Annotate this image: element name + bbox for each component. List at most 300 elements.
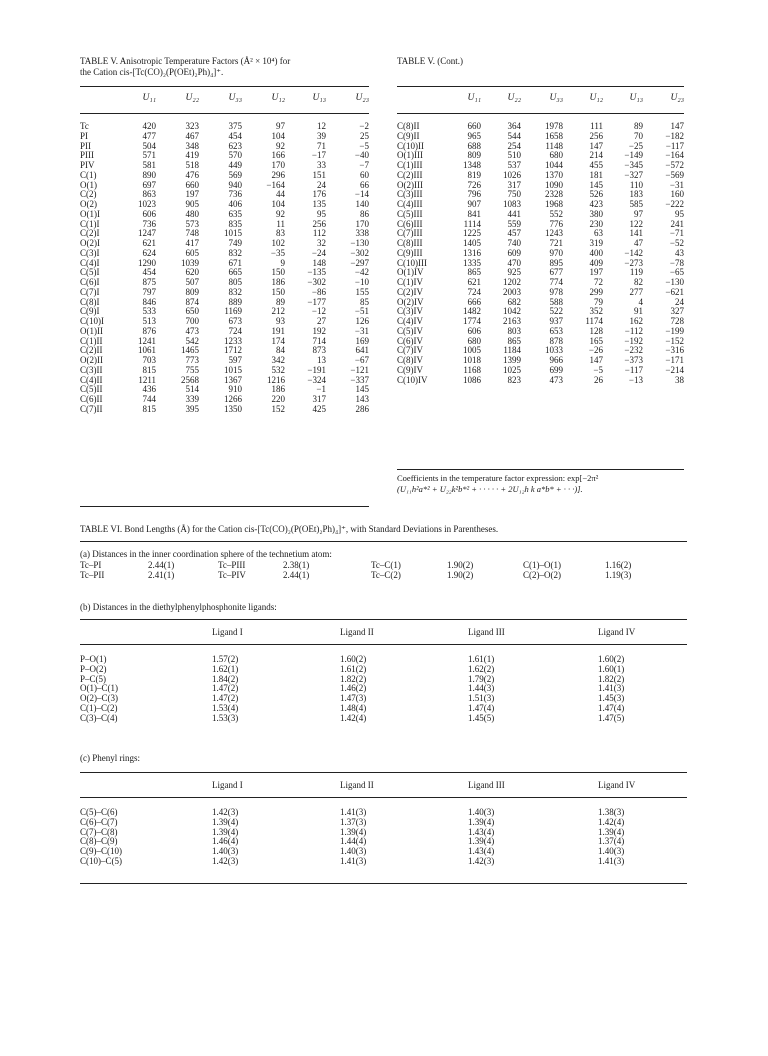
table-cell: 1044 [545,160,563,170]
table-cell: 60 [360,169,369,180]
table-cell: 673 [228,316,242,326]
table-cell: 72 [594,277,603,287]
table-cell: 1.60(2) [340,654,367,664]
table-row [80,704,680,714]
table5-caption-line1: TABLE V. Anisotropic Temperature Factors (Å² × 10⁴) for [80,56,291,66]
table-cell: 905 [185,199,199,209]
table-cell: 38 [675,374,684,385]
table-cell: 1348 [463,160,481,170]
table-cell: 441 [507,208,521,219]
row-label: C(4)IV [397,316,423,326]
table-cell: 420 [142,121,156,131]
table-cell: 26 [594,374,603,385]
table6-section-a: (a) Distances in the inner coordination sphere of the technetium atom: [80,549,332,559]
table6-top-rule [80,541,687,542]
table-cell: −345 [624,160,643,170]
table-cell: 1168 [463,364,481,375]
table6-section-c-table [80,781,680,867]
table-row [80,857,680,867]
table5-right [397,94,684,385]
table-cell: 85 [360,296,369,307]
table-cell: 160 [670,189,684,200]
table-cell: 805 [228,277,242,287]
row-label: Tc–PI [80,560,102,570]
row-label: Tc [80,121,89,131]
table-cell: 1.38(3) [598,807,625,817]
ligand-header-corner [80,628,212,655]
table-cell: 1.40(3) [212,846,239,856]
table-cell: 1.41(3) [340,855,367,866]
table-row [80,405,369,415]
table-cell: 44 [276,189,285,200]
table-row [80,714,680,724]
table-cell: 803 [507,325,521,336]
table-cell: 978 [549,286,563,297]
table-cell: 797 [142,286,156,297]
table-cell: 1.40(3) [468,807,495,817]
table-row [80,808,680,818]
table-cell: 296 [271,169,285,180]
table-cell: 653 [549,325,563,336]
table-cell: 1.47(3) [340,693,367,703]
table-cell: 874 [185,296,199,307]
row-label: C(1)IV [397,277,423,287]
table-cell: 726 [467,179,481,190]
table-cell: 1968 [545,199,563,209]
table-cell: 846 [142,296,156,307]
table-cell: 323 [185,121,199,131]
table-cell: 1042 [503,306,521,317]
row-label: C(1)I [80,218,100,229]
table-cell: 1174 [585,316,603,326]
row-label: O(1) [80,179,97,190]
table-cell: −232 [624,345,643,356]
table-cell: 937 [549,316,563,326]
table-cell: 518 [185,160,199,170]
table6-bottom-rule [80,883,687,884]
row-label: C(8)I [80,296,100,307]
table-cell: −121 [350,364,369,375]
table-cell: 1.47(4) [468,702,495,713]
table-row [80,818,680,828]
table-cell: 1114 [463,218,481,229]
table-cell: 436 [142,384,156,395]
row-label: C(9)II [397,130,420,141]
table-cell: 1.82(2) [598,673,625,684]
table-cell: 457 [507,228,521,239]
table-cell: −182 [665,130,684,141]
table-cell: 1090 [545,179,563,190]
table-cell: −71 [669,228,684,239]
table-cell: 352 [589,306,603,317]
table-cell: 1211 [138,374,156,385]
table-cell: 623 [228,140,242,151]
table-cell: 277 [629,286,643,297]
row-label: PI [80,130,89,141]
table-cell: 183 [629,189,643,200]
table-cell: 1.47(5) [598,712,625,723]
row-label: C(9)III [397,247,423,258]
table-cell: 170 [271,160,285,170]
table-cell: 212 [271,306,285,317]
table6-b-top-rule [80,619,687,620]
table-cell: 809 [185,286,199,297]
table-cell: 748 [185,228,199,239]
table-cell: 1290 [138,257,156,268]
table-cell: −130 [350,238,369,248]
table-cell: 940 [228,179,242,190]
col-header: U₁₂ [589,93,603,103]
table-cell: 2163 [503,316,521,326]
table-cell: 254 [507,140,521,151]
row-label: O(2) [80,199,97,209]
table-cell: 79 [594,296,603,307]
table-row [80,655,680,665]
table-cell: 514 [185,384,199,395]
table-cell: 744 [142,394,156,404]
row-label: C(6)III [397,218,423,229]
table5-left-top-rule [80,86,369,87]
table-cell: −65 [669,267,684,278]
table-cell: 609 [507,247,521,258]
row-label: C(8)III [397,238,423,248]
table-cell: 170 [355,218,369,229]
table-cell: 191 [271,325,285,336]
table-cell: 588 [549,296,563,307]
table-cell: −130 [665,277,684,287]
table-cell: 4 [638,296,643,307]
table-cell: 1.90(2) [447,560,474,570]
table-cell: 680 [467,335,481,346]
table-cell: 454 [228,130,242,141]
table-cell: 841 [467,208,481,219]
table-cell: 1712 [224,345,242,356]
table-cell: 1026 [503,169,521,180]
table-cell: 467 [185,130,199,141]
table-cell: 119 [629,267,643,278]
table-cell: 1335 [463,257,481,268]
table-cell: 1.47(2) [212,683,239,694]
table-cell: 585 [629,199,643,209]
row-label: O(1)IV [397,267,424,278]
table-cell: 559 [507,218,521,229]
table-cell: 166 [271,150,285,161]
row-label: C(6)I [80,277,100,287]
row-label: P–C(5) [80,673,107,684]
table-cell: 513 [142,316,156,326]
table-cell: 97 [276,121,285,131]
ligand-header: Ligand III [468,627,505,637]
table-cell: 641 [355,345,369,356]
table-cell: 815 [142,364,156,375]
table-cell: 570 [228,150,242,161]
table-cell: −5 [593,364,603,375]
table-cell: −164 [266,179,285,190]
row-label: C(3)II [80,364,103,375]
table-cell: 93 [276,316,285,326]
table-cell: 1266 [224,394,242,404]
table-cell: 1.39(4) [468,836,495,847]
col-header: U₁₁ [467,93,481,103]
table-cell: 533 [142,306,156,317]
table-cell: 1.43(4) [468,846,495,856]
table5-footnote-line2: (U₁₁h²a*² + U₂₂k²b*² + · · · · · + 2U₁₂h k a*b* + · · ·)]. [397,484,583,494]
table-cell: 220 [271,394,285,404]
table-cell: 299 [589,286,603,297]
table-cell: 1.57(2) [212,654,239,664]
table-cell: 526 [589,189,603,200]
ligand-header: Ligand I [212,627,243,637]
row-label: C(10)I [80,316,104,326]
table-cell: 470 [507,257,521,268]
table-cell: −569 [665,169,684,180]
table-cell: 145 [355,384,369,395]
table-cell: −135 [307,267,326,278]
table-cell: 63 [594,228,603,239]
table5-right-bottom-rule [397,469,684,470]
table-row [80,675,680,685]
table-cell: 197 [185,189,199,200]
table-cell: 1.51(3) [468,693,495,703]
table-cell: 544 [507,130,521,141]
table-cell: −17 [311,150,326,161]
table-cell: 47 [634,238,643,248]
table-cell: 507 [185,277,199,287]
table-cell: 83 [276,228,285,239]
table-cell: 865 [467,267,481,278]
table5-left [80,94,369,415]
row-label: C(10)II [397,140,424,151]
table-cell: 286 [355,403,369,414]
table-cell: −13 [628,374,643,385]
table-cell: 126 [355,316,369,326]
table-cell: −164 [665,150,684,161]
table-cell: 1370 [545,169,563,180]
table-cell: 832 [228,247,242,258]
table-cell: 162 [629,316,643,326]
table-cell: 660 [185,179,199,190]
table6-c-top-rule [80,772,687,773]
table-cell: 1018 [463,355,481,365]
table-cell: 1241 [138,335,156,346]
table-cell: 145 [589,179,603,190]
table-cell: 1.39(4) [598,826,625,837]
row-label: O(1)I [80,208,100,219]
table-cell: 477 [142,130,156,141]
table6-caption: TABLE VI. Bond Lengths (Å) for the Cation cis-[Tc(CO)₂(P(OEt)₂Ph)₄]⁺, with Standard Deviations in Parentheses. [80,524,499,534]
ligand-header-row [80,781,680,808]
table-cell: 1.46(2) [340,683,367,694]
table-cell: −149 [624,150,643,161]
ligand-header: Ligand III [468,780,505,790]
table-cell: 1202 [503,277,521,287]
table-cell: −42 [354,267,369,278]
table-row [397,376,684,386]
ligand-header-corner [80,781,212,808]
table-cell: −373 [624,355,643,365]
table-cell: −31 [669,179,684,190]
table-cell: 755 [185,364,199,375]
table-cell: Tc–PIV [218,570,246,580]
table-cell: 1658 [545,130,563,141]
row-label: C(3)IV [397,306,423,317]
table-cell: 878 [549,335,563,346]
table-cell: 1316 [463,247,481,258]
table-cell: 140 [355,199,369,209]
table-cell: 724 [467,286,481,297]
table6-section-a-table [80,560,680,580]
table-cell: 910 [228,384,242,395]
table-cell: 174 [271,335,285,346]
row-label: C(2)II [80,345,103,356]
row-label: O(1)III [397,150,423,161]
table-cell: −621 [665,286,684,297]
table-cell: 736 [228,189,242,200]
row-label: C(2)IV [397,286,423,297]
table-cell: 1233 [224,335,242,346]
row-label: C(6)II [80,394,103,404]
table-cell: 1169 [224,306,242,317]
row-label: O(1)–C(1) [80,683,118,694]
table-cell: 122 [629,218,643,229]
table-cell: 102 [271,238,285,248]
table-cell: 740 [507,238,521,248]
table-row [80,828,680,838]
table5-caption [80,56,380,78]
table-cell: −324 [307,374,326,385]
table-cell: 688 [467,140,481,151]
table5-footnote [397,473,687,495]
table-cell: 11 [276,218,285,229]
table-cell: 1482 [463,306,481,317]
table-cell: 454 [142,267,156,278]
table-cell: −52 [669,238,684,248]
table-cell: 1.16(2) [605,560,632,570]
table-cell: −40 [354,150,369,161]
table-cell: 25 [360,130,369,141]
table-cell: −222 [665,199,684,209]
table-cell: 573 [185,218,199,229]
table-cell: 89 [634,121,643,131]
row-label: C(1)–C(2) [80,702,118,713]
table-cell: −7 [359,160,369,170]
table-cell: −51 [354,306,369,317]
table-cell: 1.39(4) [340,826,367,837]
table-cell: 155 [355,286,369,297]
table-cell: 43 [675,247,684,258]
row-label: O(2)–C(3) [80,693,118,703]
table-cell: 597 [228,355,242,365]
table-cell: −273 [624,257,643,268]
table-cell: 750 [507,189,521,200]
table-cell: 33 [317,160,326,170]
ligand-header: Ligand II [340,627,374,637]
table-cell: 86 [360,208,369,219]
row-label: C(6)–C(7) [80,816,118,827]
table-cell: −112 [624,325,643,336]
row-label: P–O(1) [80,654,107,664]
table-cell: 1.82(2) [340,673,367,684]
table-cell: 192 [312,325,326,336]
table-cell: 1.39(4) [212,816,239,827]
table-cell: 823 [507,374,521,385]
table-cell: 147 [589,355,603,365]
table-cell: 680 [549,150,563,161]
table-cell: 605 [185,247,199,258]
table5-footnote-line1: Coefficients in the temperature factor expression: exp[−2π² [397,473,599,483]
table-cell: −199 [665,325,684,336]
table-cell: 537 [507,160,521,170]
row-label: C(5)III [397,208,423,219]
row-label: C(3)–C(4) [80,712,118,723]
row-label: C(1)III [397,160,423,170]
table-cell: 375 [228,121,242,131]
table-cell: 71 [317,140,326,151]
row-label: C(5)I [80,267,100,278]
table5-caption-line2: the Cation cis-[Tc(CO)₂(P(OEt)₂Ph)₄]⁺. [80,67,224,77]
table-cell: 348 [185,140,199,151]
table-cell: −78 [669,257,684,268]
table-cell: 1399 [503,355,521,365]
table-cell: 400 [589,247,603,258]
table-cell: −26 [588,345,603,356]
table-cell: −10 [354,277,369,287]
table-cell: 1465 [181,345,199,356]
table-cell: 143 [355,394,369,404]
table-cell: 419 [185,150,199,161]
table-cell: 95 [675,208,684,219]
row-label: O(2)II [80,355,103,365]
table-cell: 317 [507,179,521,190]
table-cell: 728 [670,316,684,326]
table-cell: 186 [271,384,285,395]
table-cell: 1083 [503,199,521,209]
table-cell: 135 [312,199,326,209]
table-cell: 660 [467,121,481,131]
table-cell: 1243 [545,228,563,239]
table-cell: 1978 [545,121,563,131]
col-header: U₃₃ [549,93,563,103]
table-cell: 27 [317,316,326,326]
table5-left-corner [80,94,114,122]
table-cell: 169 [355,335,369,346]
table-cell: 1.40(3) [598,846,625,856]
table-cell: 1.41(3) [598,683,625,694]
table-cell: 417 [185,238,199,248]
table-cell: 2.38(1) [283,560,310,570]
table-cell: 455 [589,160,603,170]
table-cell: −24 [311,247,326,258]
table-row [80,560,680,570]
table-cell: 832 [228,286,242,297]
table-cell: 1.42(4) [340,712,367,723]
row-label: C(7)IV [397,345,423,356]
table-cell: 876 [142,325,156,336]
table-cell: −35 [270,247,285,258]
row-label: C(10)–C(5) [80,855,122,866]
table-cell: −117 [665,140,684,151]
col-header: U₁₂ [271,93,285,103]
table-cell: 380 [589,208,603,219]
table-cell: 581 [142,160,156,170]
table-cell: 510 [507,150,521,161]
table-cell: 736 [142,218,156,229]
table5-right-header-row [397,94,684,122]
col-header: U₁₁ [142,93,156,103]
table-cell: 1.43(4) [468,826,495,837]
table-cell: 966 [549,355,563,365]
table-cell: 606 [467,325,481,336]
